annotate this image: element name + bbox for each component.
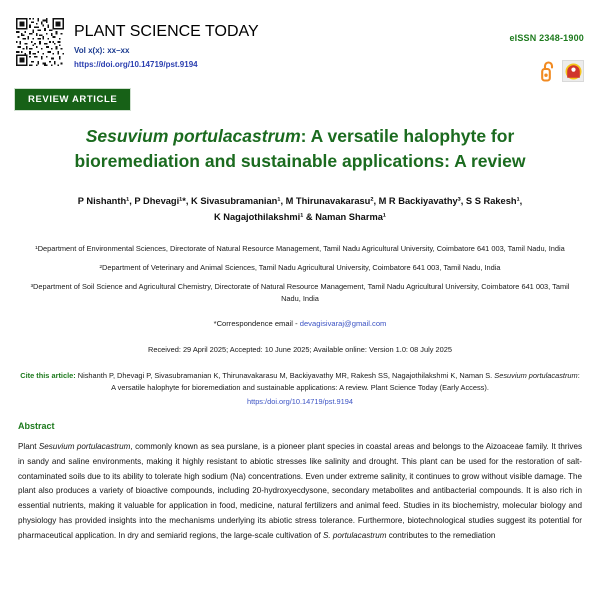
abstract-text — [18, 440, 582, 543]
open-access-lock-icon — [541, 60, 556, 82]
publication-dates: Received: 29 April 2025; Accepted: 10 June 2025; Available online: Version 1.0: 08 July 2025 — [148, 345, 452, 355]
journal-info — [74, 18, 259, 70]
abstract-species-1: Sesuvium portulacastrum — [38, 442, 131, 452]
access-icons — [541, 60, 584, 82]
title-line2: bioremediation and sustainable applications: A review — [74, 150, 526, 171]
abstract-tail: contributes to the remediation — [386, 530, 496, 540]
cite-species: Sesuvium portulacastrum — [494, 371, 578, 381]
qr-code-icon — [16, 18, 64, 66]
page-title — [34, 124, 566, 174]
affiliation-1: ¹Department of Environmental Sciences, Directorate of Natural Resource Management, Tamil Nadu Agricultural University, Coimbatore 641 003, Tamil Nadu, India — [35, 244, 565, 254]
affiliation-list — [22, 243, 578, 305]
correspondence-line — [0, 319, 600, 328]
author-list — [42, 193, 558, 226]
title-rest-line1: : A versatile halophyte for — [300, 126, 515, 146]
cite-title: : A versatile halophyte for bioremediation and sustainable applications: A review. Plant Science Today (Early Access). — [111, 371, 580, 392]
correspondence-email-link[interactable]: devagisivaraj@gmail.com — [299, 319, 387, 329]
author-line-1: P Nishanth¹, P Dhevagi¹*, K Sivasubramanian¹, M Thirunavakarasu², M R Backiyavathy³, S S Rakesh¹, — [77, 195, 523, 206]
cite-label: Cite this article: — [20, 371, 76, 381]
author-line-2: K Nagajothilakshmi¹ & Naman Sharma¹ — [213, 211, 387, 222]
review-article-badge: REVIEW ARTICLE — [14, 88, 131, 111]
article-type-row — [14, 88, 131, 111]
journal-masthead — [16, 18, 259, 70]
affiliation-2: ²Department of Veterinary and Animal Sciences, Tamil Nadu Agricultural University, Coimbatore 641 003, Tamil Nadu, India — [99, 263, 501, 273]
cite-this-article-box — [20, 370, 580, 407]
abstract-species-2: S. portulacastrum — [323, 530, 387, 540]
abstract-main: , commonly known as sea purslane, is a pioneer plant species in coastal areas and belongs to the Aizoaceae family. It thrives in sandy and saline environments, making it highly resistant to abiotic stresses like salinity and drought. This plant can be used for the restoration of salt-contaminated soils due to its ability to tolerate high sodium (Na) concentrations. Even under extreme salinity, it continues to grow without visible damage. The plant also produces a variety of bioactive compounds, including 20-hydroxyecdysone, secondary metabolites and antibacterial compounds. It is also rich in essential nutrients, making it valuable for application in food, medicine, natural fertilizers and animal feed. Studies in its biochemistry, molecular biology and physiology has provided insights into the mechanisms underlying its abiotic stress tolerance. Furthermore, biotechnological studies suggest its potential for pharmaceutical application. In dry and semiarid regions, the large-scale cultivation of — [18, 442, 583, 540]
correspondence-label: *Correspondence email - — [213, 319, 298, 329]
journal-name: PLANT SCIENCE TODAY — [74, 23, 259, 40]
journal-volume: Vol x(x): xx–xx — [74, 46, 130, 56]
abstract-pre: Plant — [18, 442, 39, 452]
affiliation-3: ³Department of Soil Science and Agricultural Chemistry, Directorate of Natural Resource Management, Tamil Nadu Agricultural University, Coimbatore 641 003, Tamil Nadu, India — [30, 282, 570, 304]
crossmark-badge-icon[interactable] — [562, 60, 584, 82]
eissn-label: eISSN 2348-1900 — [509, 33, 584, 43]
abstract-section — [18, 421, 582, 543]
journal-doi-link[interactable]: https://doi.org/10.14719/pst.9194 — [74, 59, 198, 69]
page-header — [0, 0, 600, 118]
abstract-heading: Abstract — [18, 421, 55, 432]
title-species: Sesuvium portulacastrum — [85, 126, 301, 146]
cite-doi-link[interactable]: https:/doi.org/10.14719/pst.9194 — [246, 396, 353, 406]
cite-authors: Nishanth P, Dhevagi P, Sivasubramanian K, Thirunavakarasu M, Backiyavathy MR, Rakesh SS, Nagajothilakshmi K, Naman S. — [75, 371, 495, 381]
